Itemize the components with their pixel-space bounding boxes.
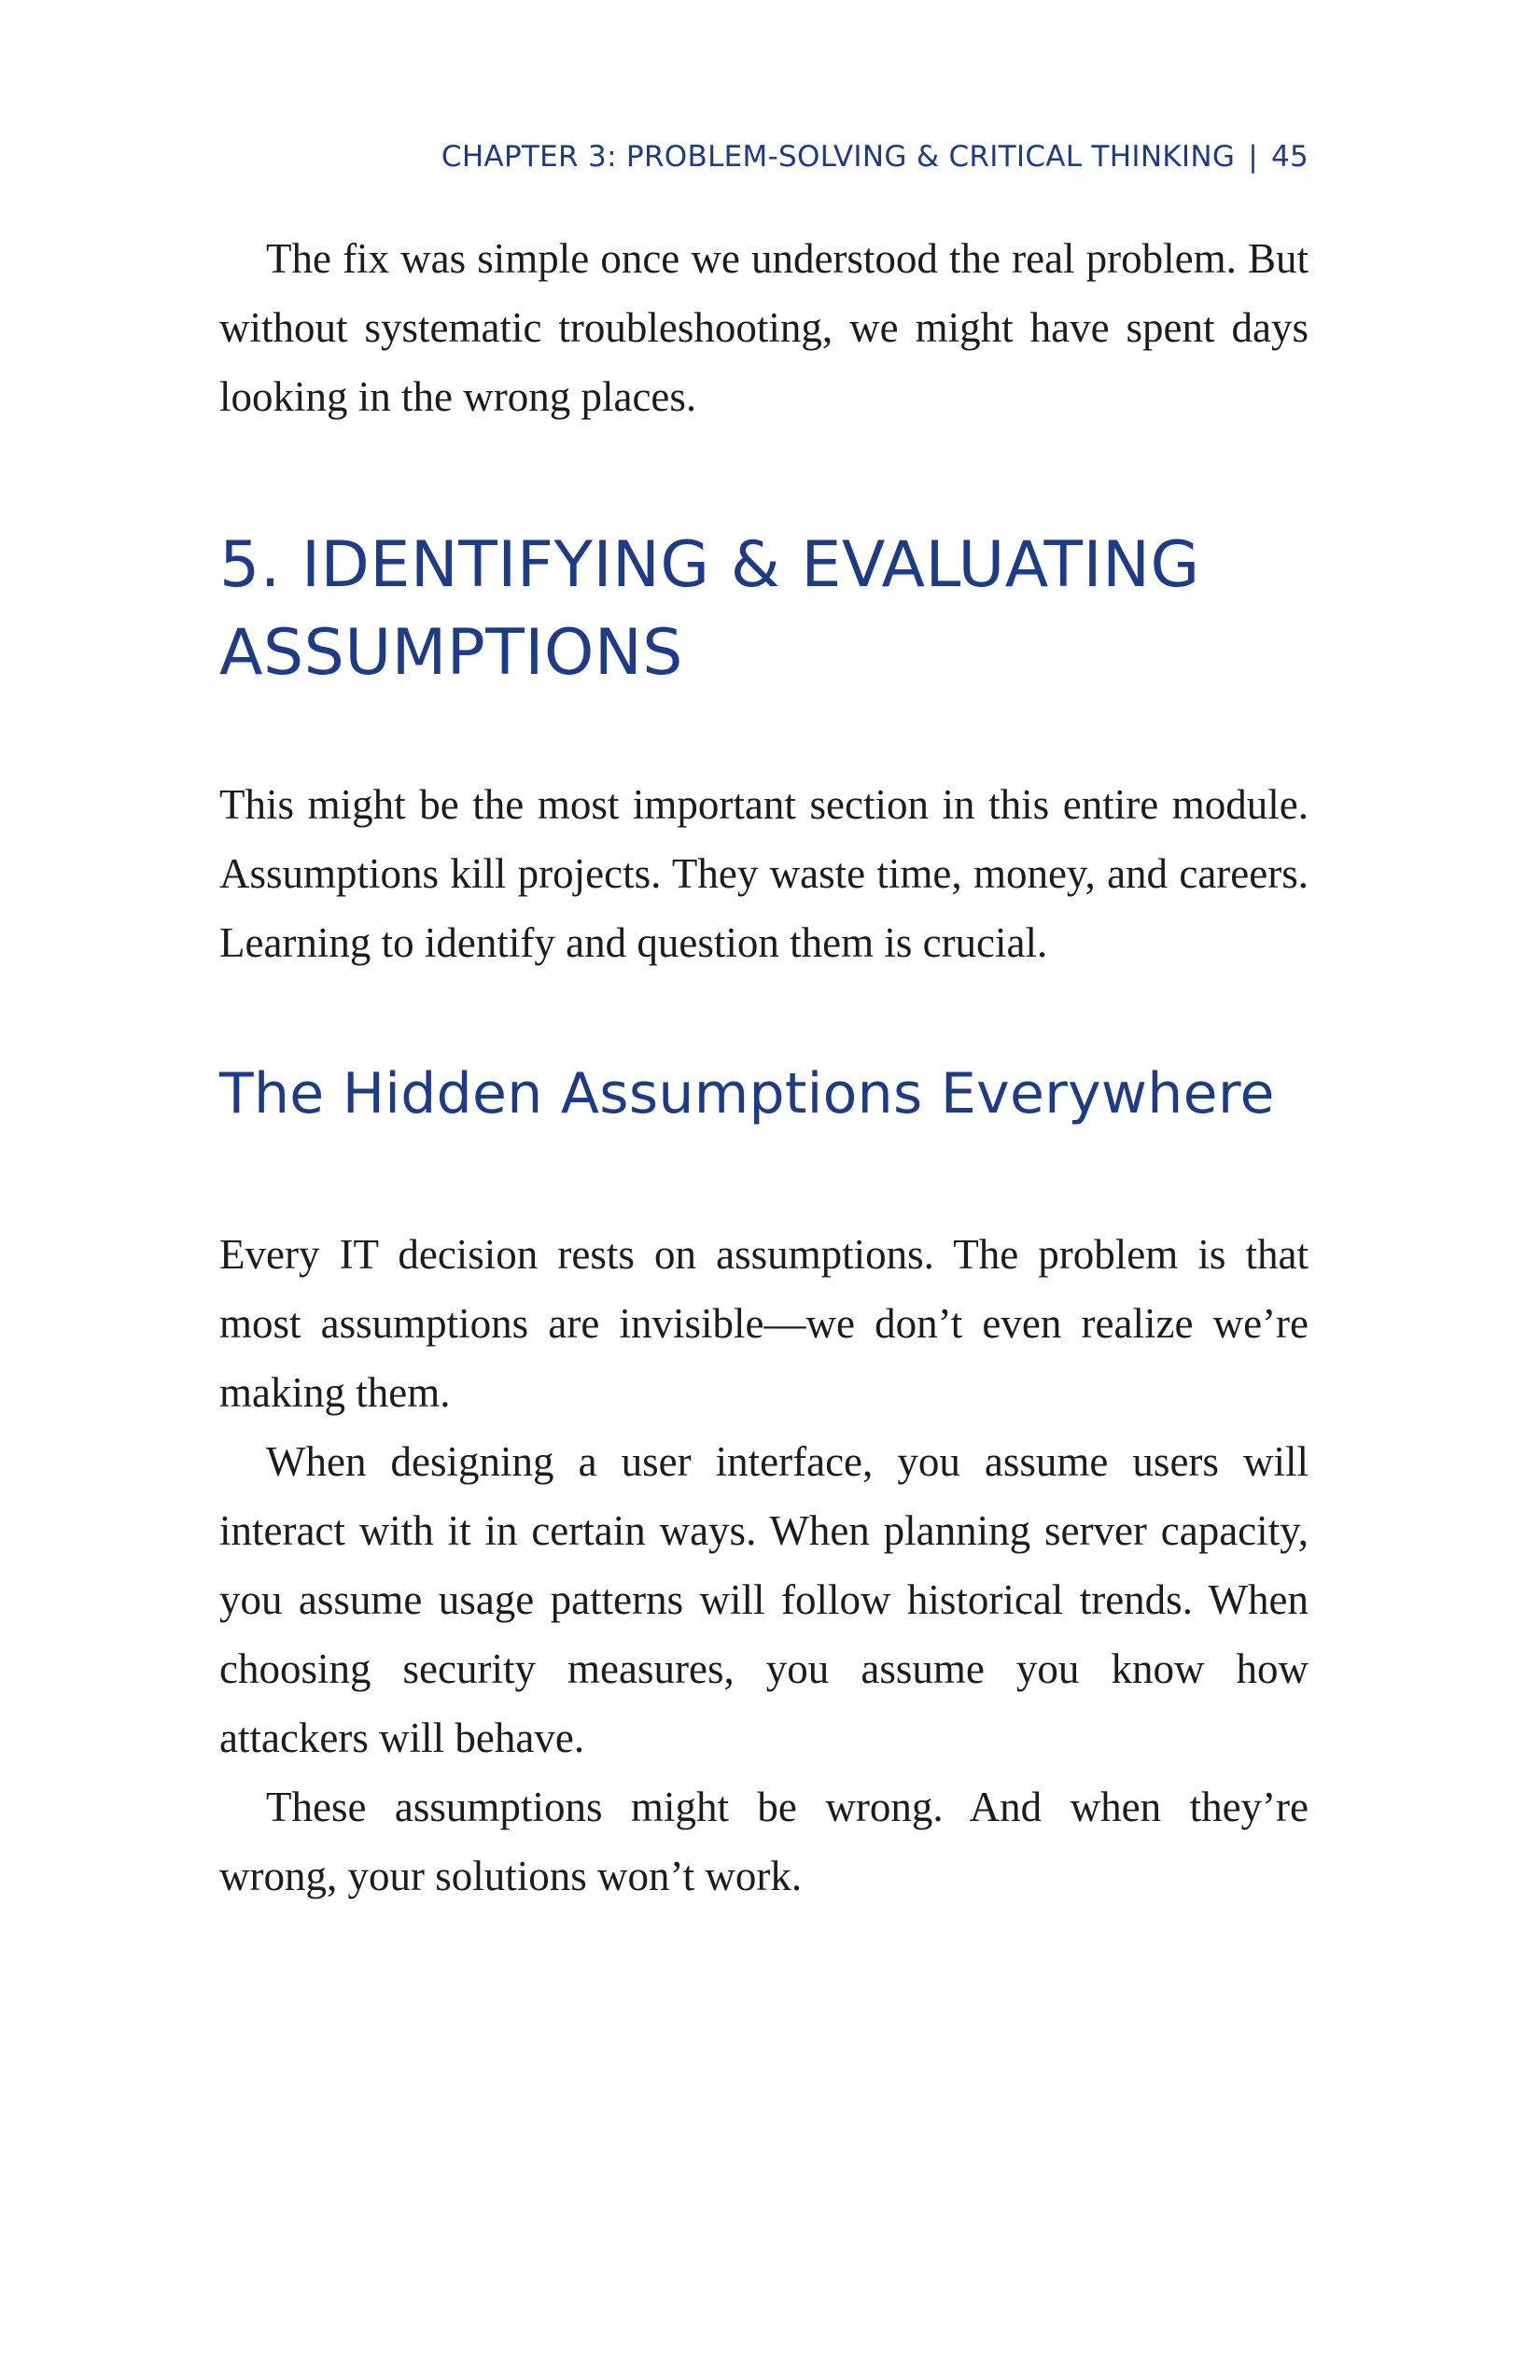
intro-paragraph: The fix was simple once we understood the real problem. But without systematic troubleshooting, we might have spent days looking in the wrong places. xyxy=(219,235,1309,420)
page-content xyxy=(219,224,1309,1911)
section-paragraph: This might be the most important section in this entire module. Assumptions kill projects. They waste time, money, and careers. Learning to identify and question them is crucial. xyxy=(219,781,1309,966)
subsection-paragraph-2: When designing a user interface, you assume users will interact with it in certain ways. When planning server capacity, you assume usage patterns will follow historical trends. When choosing security measures, you assume you know how attackers will behave. xyxy=(219,1438,1309,1761)
section-heading xyxy=(219,522,1309,697)
chapter-title: CHAPTER 3: PROBLEM-SOLVING & CRITICAL THINKING xyxy=(441,140,1236,174)
subsection-heading: The Hidden Assumptions Everywhere xyxy=(219,1061,1275,1127)
section-heading-line1: 5. IDENTIFYING & EVALUATING xyxy=(219,528,1200,602)
section-heading-line2: ASSUMPTIONS xyxy=(219,616,683,690)
page-number: 45 xyxy=(1270,140,1309,174)
subsection-paragraph-3: These assumptions might be wrong. And when they’re wrong, your solutions won’t work. xyxy=(219,1784,1309,1899)
running-head xyxy=(219,140,1309,174)
header-separator: | xyxy=(1248,140,1258,174)
subsection-paragraph-1: Every IT decision rests on assumptions. The problem is that most assumptions are invisible—we don’t even realize we’re making them. xyxy=(219,1231,1309,1416)
